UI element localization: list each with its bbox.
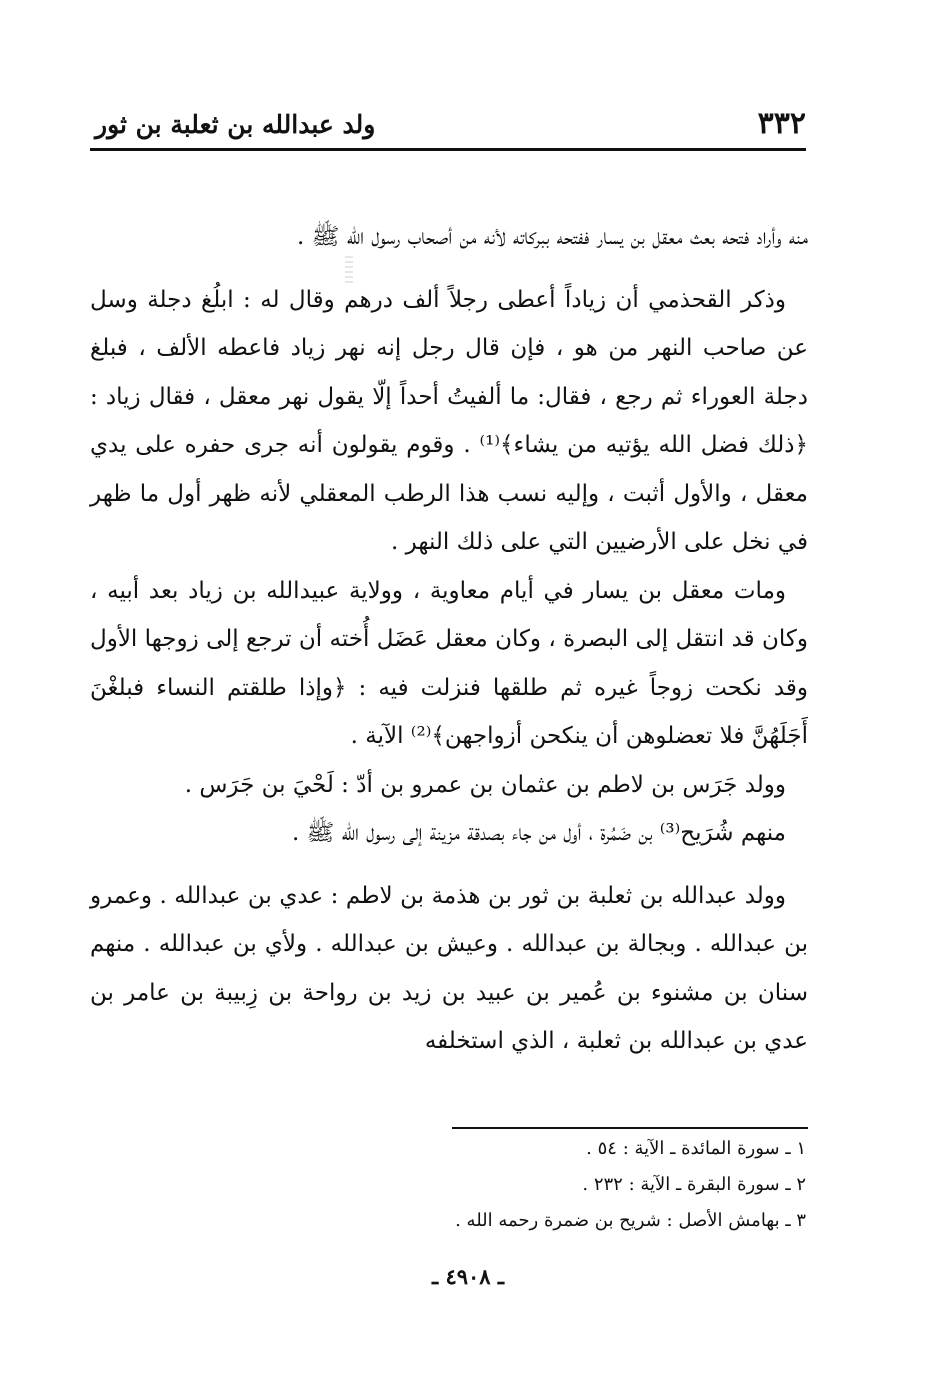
footnote: ٣ ـ بهامش الأصل : شريح بن ضمرة رحمه الله .	[455, 1210, 806, 1231]
footnote: ٢ ـ سورة البقرة ـ الآية : ٢٣٢ .	[582, 1174, 806, 1195]
header-rule	[90, 148, 806, 151]
footnote: ١ ـ سورة المائدة ـ الآية : ٥٤ .	[586, 1138, 806, 1159]
paragraph: منهم شُرَيح⁽³⁾ بن ضَمُرة ، أول من جاء بصدقة مزينة إلى رسول الله ﷺ .	[291, 820, 786, 846]
header-title: ولد عبدالله بن ثعلبة بن ثور	[95, 110, 376, 139]
page-header	[95, 104, 806, 148]
footer-page-number: ـ ٤٩٠٨ ـ	[431, 1264, 505, 1289]
paragraph: وولد عبدالله بن ثعلبة بن ثور بن هذمة بن لاطم : عدي بن عبدالله . وعمرو بن عبدالله . وبجالة بن عبدالله . وعيش بن عبدالله . ولأي بن عبدالله . منهم سنان بن مشنوء بن عُمير بن عبيد بن زيد بن رواحة بن زِبيبة بن عامر بن عدي بن عبدالله بن ثعلبة ، الذي استخلفه	[90, 882, 808, 1054]
body-text	[90, 213, 808, 1066]
header-page-number: ٣٣٢	[757, 106, 806, 141]
paragraph: وذكر القحذمي أن زياداً أعطى رجلاً ألف درهم وقال له : ابلُغ دجلة وسل عن صاحب النهر من هو ، فإن قال رجل إنه نهر زياد فاعطه الألف ، فبلغ دجلة العوراء ثم رجع ، فقال: ما ألفيتُ أحداً إلّا يقول نهر معقل ، فقال زياد : ﴿ذلك فضل الله يؤتيه من يشاء﴾⁽¹⁾ . وقوم يقولون أنه جرى حفره على يدي معقل ، والأول أثبت ، وإليه نسب هذا الرطب المعقلي لأنه ظهر أول ما ظهر في نخل على الأرضيين التي على ذلك النهر .	[90, 286, 809, 555]
footnotes	[300, 1131, 806, 1239]
paragraph: وولد جَرَس بن لاطم بن عثمان بن عمرو بن أدّ : لَحْيَ بن جَرَس .	[184, 771, 786, 798]
paragraph: منه وأراد فتحه بعث معقل بن يسار ففتحه ببركاته لأنه من أصحاب رسول الله ﷺ .	[297, 224, 808, 250]
footnote-rule	[452, 1127, 808, 1129]
paragraph: ومات معقل بن يسار في أيام معاوية ، وولاية عبيدالله بن زياد بعد أبيه ، وكان قد انتقل إلى البصرة ، وكان معقل عَضَل أُخته أن ترجع إلى زوجها الأول وقد نكحت زوجاً غيره ثم طلقها فنزلت فيه : ﴿وإذا طلقتم النساء فبلغْنَ أَجَلَهُنَّ فلا تعضلوهن أن ينكحن أزواجهن﴾⁽²⁾ الآية .	[90, 577, 808, 749]
